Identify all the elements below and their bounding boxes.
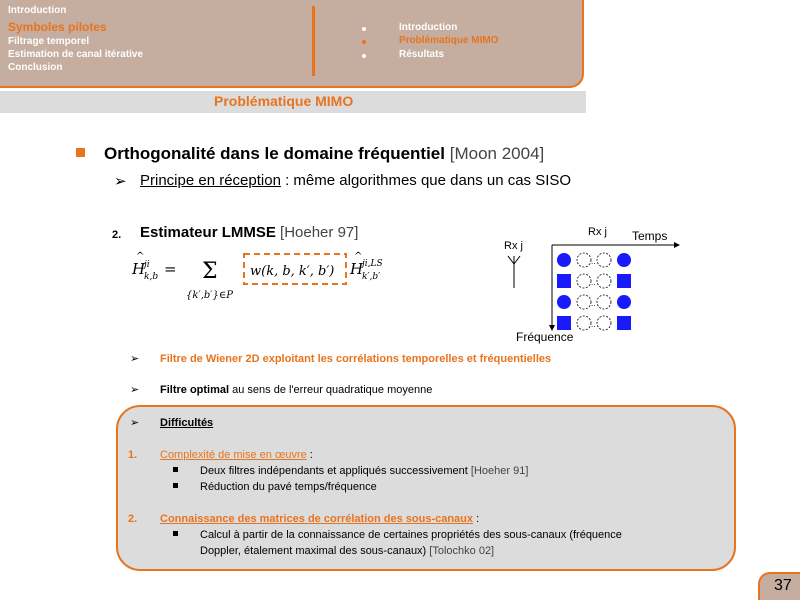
estimator-number: 2. [112, 229, 122, 241]
nav-right-item-resultats[interactable]: Résultats [399, 49, 445, 60]
item1-sub1-ref: [Hoeher 91] [470, 465, 529, 477]
arrow-bullet-icon: ➢ [130, 384, 140, 396]
pilot-square [617, 274, 631, 288]
section-heading [104, 144, 544, 164]
data-symbol-circle [577, 295, 591, 309]
data-symbol-circle [577, 316, 591, 330]
arrow-bullet-icon: ➢ [130, 353, 140, 365]
item1-title: Complexité de mise en œuvre [160, 449, 307, 461]
formula-lhs-sub: k,b [144, 272, 159, 282]
formula-rhs-sub: k′,b′ [362, 272, 381, 282]
ellipsis-icon: .. [591, 278, 596, 287]
optimal-bullet [160, 384, 432, 396]
item2-sub1-line2 [200, 545, 494, 557]
item1-colon: : [306, 449, 313, 461]
data-symbol-circle [597, 274, 611, 288]
optimal-rest: au sens de l'erreur quadratique moyenne [229, 384, 433, 396]
estimator-ref: [Hoeher 97] [280, 224, 359, 241]
nav-left-item-filtrage-temporel[interactable]: Filtrage temporel [8, 36, 90, 47]
slide-number: 37 [774, 577, 792, 594]
pilot-square [557, 316, 571, 330]
optimal-bold: Filtre optimal [160, 384, 230, 396]
nav-left-item-symboles-pilotes[interactable]: Symboles pilotes [8, 20, 107, 34]
arrow-bullet-icon: ➢ [114, 173, 127, 190]
data-symbol-circle [597, 295, 611, 309]
ellipsis-icon: .. [591, 320, 596, 329]
estimator-title: Estimateur LMMSE [140, 224, 276, 241]
formula-hat-icon: ^ [354, 251, 363, 262]
nav-left-item-estimation[interactable]: Estimation de canal itérative [8, 49, 144, 60]
pilot-circle [617, 253, 631, 267]
header-divider [312, 6, 315, 76]
principle-line [140, 172, 571, 189]
formula-sum-index: {k′,b′}∈P [186, 290, 234, 301]
frequency-axis-label: Fréquence [516, 330, 574, 344]
item2-sub1-ref: [Tolochko 02] [429, 545, 495, 557]
time-axis-label: Temps [632, 229, 668, 243]
pilot-square [557, 274, 571, 288]
formula-lhs-sup: ji [144, 260, 150, 270]
square-bullet-icon [173, 483, 178, 488]
section-heading-text: Orthogonalité dans le domaine fréquentiel [104, 144, 445, 163]
rx-top-label: Rx j [588, 226, 607, 238]
item2-number: 2. [128, 513, 138, 525]
data-symbol-circle [597, 316, 611, 330]
item2-sub1-line1: Calcul à partir de la connaissance de certaines propriétés des sous-canaux (fréquence [200, 529, 622, 541]
nav-bullet-icon [362, 54, 366, 58]
section-heading-ref: [Moon 2004] [449, 144, 545, 163]
nav-right-item-problematique[interactable]: Problématique MIMO [399, 35, 499, 46]
data-symbol-circle [597, 253, 611, 267]
title-bar [0, 91, 586, 113]
ellipsis-icon: .. [591, 257, 596, 266]
pilot-circle [557, 253, 571, 267]
formula-rhs-base: H [350, 260, 364, 278]
formula-sum: Σ [202, 259, 218, 284]
nav-bullet-icon [362, 27, 366, 31]
principle-label: Principe en réception [140, 172, 281, 189]
item1-number: 1. [128, 449, 138, 461]
slide-number-box [758, 572, 800, 600]
item2-line [160, 513, 479, 525]
nav-left-item-conclusion[interactable]: Conclusion [8, 62, 63, 73]
square-bullet-icon [173, 467, 178, 472]
data-symbol-circle [577, 274, 591, 288]
nav-left-item-introduction[interactable]: Introduction [8, 5, 67, 16]
pilot-grid-diagram [500, 224, 690, 346]
wiener-bullet: Filtre de Wiener 2D exploitant les corrélations temporelles et fréquentielles [160, 353, 552, 365]
item2-colon: : [473, 513, 480, 525]
formula-rhs-sup: ji,LS [362, 259, 383, 269]
data-symbol-circle [577, 253, 591, 267]
difficulties-title: Difficultés [160, 417, 214, 429]
item1-sub2: Réduction du pavé temps/fréquence [200, 481, 377, 493]
item1-line [160, 449, 313, 461]
formula-lhs-base: H [132, 260, 146, 278]
rx-left-label: Rx j [504, 240, 523, 252]
ellipsis-icon: .. [591, 299, 596, 308]
arrow-bullet-icon: ➢ [130, 417, 140, 429]
item2-title: Connaissance des matrices de corrélation des sous-canaux [160, 513, 474, 525]
formula-equals: = [164, 260, 177, 278]
nav-right-item-introduction[interactable]: Introduction [399, 22, 458, 33]
pilot-circle [557, 295, 571, 309]
square-bullet-icon [76, 148, 85, 157]
estimator-line [140, 224, 358, 241]
time-arrow-icon [674, 242, 680, 248]
item1-sub1-text: Deux filtres indépendants et appliqués successivement [200, 465, 468, 477]
lmmse-formula [128, 250, 398, 308]
nav-bullet-active-icon [362, 40, 366, 44]
slide-title: Problématique MIMO [214, 93, 354, 109]
header-navigation [0, 0, 584, 88]
pilot-circle [617, 295, 631, 309]
principle-text: : même algorithmes que dans un cas SISO [280, 172, 572, 189]
formula-hat-icon: ^ [136, 251, 145, 262]
pilot-square [617, 316, 631, 330]
item2-sub1-line2-text: Doppler, étalement maximal des sous-canaux) [200, 545, 427, 557]
formula-weight: w(k, b, k′, b′) [250, 264, 335, 279]
item1-sub1 [200, 465, 528, 477]
square-bullet-icon [173, 531, 178, 536]
